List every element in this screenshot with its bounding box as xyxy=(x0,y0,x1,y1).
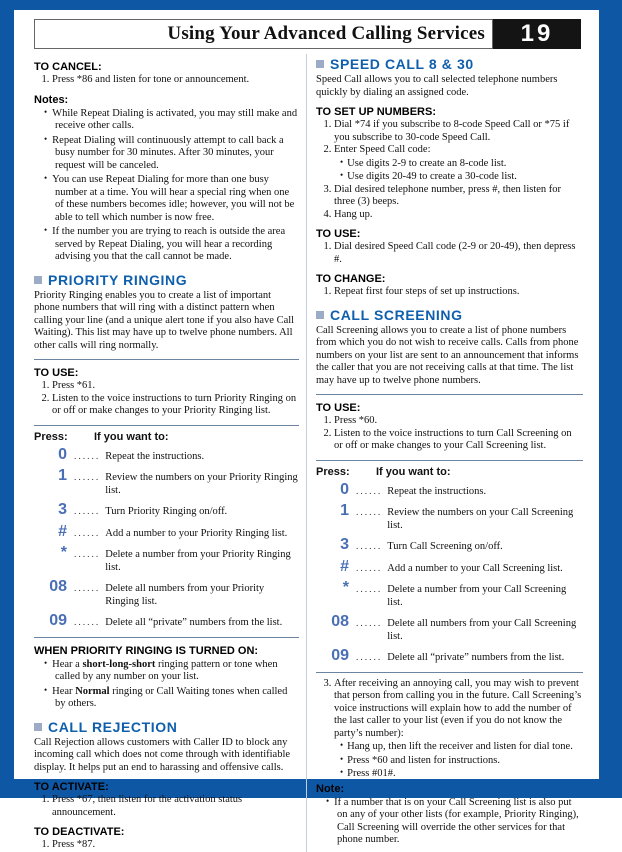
step: 1. Press *60. xyxy=(334,415,583,428)
key-08: 08 xyxy=(331,613,349,630)
section-bullet-icon xyxy=(316,311,324,319)
divider-rule xyxy=(316,672,583,673)
key-0: 0 xyxy=(340,480,349,498)
leader-dots: ...... xyxy=(74,584,101,594)
screening-to-use-steps xyxy=(320,415,583,453)
key-3: 3 xyxy=(340,536,349,553)
note-list xyxy=(326,796,583,847)
right-column xyxy=(307,54,583,852)
to-set-up-heading: TO SET UP NUMBERS: xyxy=(316,106,436,118)
section-bullet-icon xyxy=(34,723,42,731)
key-star: * xyxy=(60,544,67,561)
key-09: 09 xyxy=(331,647,349,664)
to-change-heading: TO CHANGE: xyxy=(316,273,386,285)
to-activate-heading: TO ACTIVATE: xyxy=(34,781,109,793)
leader-dots: ...... xyxy=(356,508,383,518)
step: 1. Repeat first four steps of set up instructions. xyxy=(334,286,583,299)
action-label: If you want to: xyxy=(94,430,169,443)
section-title: PRIORITY RINGING xyxy=(48,271,188,288)
page-header xyxy=(34,19,581,49)
leader-dots: ...... xyxy=(74,473,101,483)
press-label: Press: xyxy=(316,465,350,478)
divider-rule xyxy=(34,425,299,426)
speed-call-to-use-steps xyxy=(320,241,583,266)
call-screening-intro: Call Screening allows you to create a list of phone numbers from which you do not wish to receive calls. Calls from phone numbers on your list are sent to an announcement that informs the caller that you are not receiving calls at that time. The list may have up to twelve phone numbers. xyxy=(316,324,579,386)
divider-rule xyxy=(316,460,583,461)
speed-call-to-use-heading: TO USE: xyxy=(316,228,361,240)
press-row: 1 ...... Review the numbers on your Priority Ringing list. xyxy=(34,468,299,497)
leader-dots: ...... xyxy=(74,550,101,560)
sub-bullet: • Use digits 2-9 to create an 8-code list. xyxy=(340,157,583,171)
press-row: 09 ...... Delete all “private” numbers from the list. xyxy=(34,613,299,630)
speed-call-heading xyxy=(316,56,583,72)
when-on-list xyxy=(44,658,299,711)
note-item: • You can use Repeat Dialing for more than one busy number at a time. You will hear a special ring when one of these numbers becomes idle; however, you will not be able to tell which number is now free. xyxy=(44,173,299,224)
priority-ringing-intro: Priority Ringing enables you to create a list of important phone numbers that will ring with a distinct pattern when calling your line (and a unique alert tone if you also have Call Waiting). This list may have up to twelve phone numbers. All other calls will ring normally. xyxy=(34,289,295,351)
notes-list xyxy=(44,107,299,264)
speed-call-intro: Speed Call allows you to call selected telephone numbers quickly by dialing an assigned code. xyxy=(316,74,558,98)
step: 1. Dial *74 if you subscribe to 8-code Speed Call or *75 if you subscribe to 30-code Speed Call. xyxy=(334,119,583,144)
leader-dots: ...... xyxy=(356,542,383,552)
left-column xyxy=(34,54,306,852)
key-1: 1 xyxy=(58,467,67,484)
note-item: • Repeat Dialing will continuously attempt to call back a busy number for 30 minutes. After 30 minutes, your request will be canceled. xyxy=(44,134,299,173)
press-row: * ...... Delete a number from your Priority Ringing list. xyxy=(34,545,299,574)
page-number: 19 xyxy=(520,20,554,47)
section-bullet-icon xyxy=(34,276,42,284)
step: 3. After receiving an annoying call, you may wish to prevent that person from calling you in the future. Call Screening’s voice instructions will explain how to add the number of the last caller to your list (even if you do not know the party’s number): • Hang up, then lift the receiver and listen for dial tone. • Press *60 and listen for instructions. • Press #01#. xyxy=(334,678,583,781)
press-row: # ...... Add a number to your Call Screening list. xyxy=(316,559,583,576)
press-table-header xyxy=(316,466,583,478)
to-cancel-heading: TO CANCEL: xyxy=(34,61,102,73)
speed-call-code-options xyxy=(334,157,583,184)
to-use-heading: TO USE: xyxy=(34,367,79,379)
screening-to-use-heading: TO USE: xyxy=(316,402,361,414)
divider-rule xyxy=(316,394,583,395)
press-row: 3 ...... Turn Call Screening on/off. xyxy=(316,537,583,554)
key-0: 0 xyxy=(58,445,67,463)
step: 3. Dial desired telephone number, press #, then listen for three (3) beeps. xyxy=(334,184,583,209)
sub-bullet: • Use digits 20-49 to create a 30-code list. xyxy=(340,170,583,184)
sub-bullet: • Press *60 and listen for instructions. xyxy=(340,754,583,768)
press-row: 0 ...... Repeat the instructions. xyxy=(34,447,299,464)
when-on-item: • Hear a short-long-short ringing pattern or tone when called by any number on your list. xyxy=(44,658,299,684)
step: 2. Enter Speed Call code: • Use digits 2-9 to create an 8-code list. • Use digits 20-49 to create a 30-code list. xyxy=(334,144,583,184)
call-screening-heading xyxy=(316,307,583,323)
step: 1. Press *86 and listen for tone or announcement. xyxy=(52,74,299,87)
title-box xyxy=(34,19,493,49)
sub-bullet: • Hang up, then lift the receiver and listen for dial tone. xyxy=(340,740,583,754)
divider-rule xyxy=(34,637,299,638)
annoying-call-step xyxy=(320,678,583,781)
to-use-steps xyxy=(38,380,299,418)
to-cancel-steps xyxy=(38,74,299,87)
section-title: CALL SCREENING xyxy=(330,306,463,323)
press-row: 08 ...... Delete all numbers from your Priority Ringing list. xyxy=(34,579,299,608)
key-star: * xyxy=(342,579,349,596)
note-item: • While Repeat Dialing is activated, you may still make and receive other calls. xyxy=(44,107,299,133)
section-bullet-icon xyxy=(316,60,324,68)
action-label: If you want to: xyxy=(376,465,451,478)
page-title: Using Your Advanced Calling Services xyxy=(167,23,485,44)
step: 1. Press *61. xyxy=(52,380,299,393)
note-heading: Note: xyxy=(316,782,345,795)
to-set-up-steps xyxy=(320,119,583,221)
key-pound: # xyxy=(340,557,349,575)
to-change-steps xyxy=(320,286,583,299)
step: 2. Listen to the voice instructions to turn Call Screening on or off or make changes to your Call Screening list. xyxy=(334,428,583,453)
leader-dots: ...... xyxy=(356,653,383,663)
leader-dots: ...... xyxy=(74,528,101,539)
press-row: 08 ...... Delete all numbers from your Call Screening list. xyxy=(316,614,583,643)
press-row: 1 ...... Review the numbers on your Call Screening list. xyxy=(316,503,583,532)
press-row: 3 ...... Turn Priority Ringing on/off. xyxy=(34,502,299,519)
press-label: Press: xyxy=(34,430,68,443)
press-table-header xyxy=(34,431,299,443)
leader-dots: ...... xyxy=(356,619,383,629)
key-08: 08 xyxy=(49,578,67,595)
press-row: * ...... Delete a number from your Call Screening list. xyxy=(316,580,583,609)
call-rejection-intro: Call Rejection allows customers with Caller ID to block any incoming call which does not come through with identifiable display. It helps put an end to harassing and offensive calls. xyxy=(34,736,291,773)
to-deactivate-heading: TO DEACTIVATE: xyxy=(34,826,125,838)
press-row: 0 ...... Repeat the instructions. xyxy=(316,482,583,499)
key-09: 09 xyxy=(49,612,67,629)
leader-dots: ...... xyxy=(74,507,101,517)
leader-dots: ...... xyxy=(74,451,101,462)
key-1: 1 xyxy=(340,502,349,519)
leader-dots: ...... xyxy=(356,585,383,595)
page-sheet xyxy=(14,10,599,850)
section-title: SPEED CALL 8 & 30 xyxy=(330,56,474,72)
when-on-item: • Hear Normal ringing or Call Waiting tones when called by others. xyxy=(44,685,299,711)
step: 4. Hang up. xyxy=(334,209,583,222)
annoying-call-substeps xyxy=(334,740,583,781)
step: 1. Press *67, then listen for the activation status announcement. xyxy=(52,794,299,819)
call-rejection-heading xyxy=(34,719,299,735)
leader-dots: ...... xyxy=(356,486,383,497)
step: 1. Press *87. xyxy=(52,839,299,852)
to-deactivate-steps xyxy=(38,839,299,852)
press-row: # ...... Add a number to your Priority Ringing list. xyxy=(34,524,299,541)
note-item: • If the number you are trying to reach is outside the area served by Repeat Dialing, you will hear a recording advising you that the call cannot be made. xyxy=(44,225,299,264)
sub-bullet: • Press #01#. xyxy=(340,767,583,781)
press-row: 09 ...... Delete all “private” numbers from the list. xyxy=(316,648,583,665)
step: 1. Dial desired Speed Call code (2-9 or 20-49), then depress #. xyxy=(334,241,583,266)
section-title: CALL REJECTION xyxy=(48,718,178,735)
key-pound: # xyxy=(58,522,67,540)
divider-rule xyxy=(34,359,299,360)
step: 2. Listen to the voice instructions to turn Priority Ringing on or off or make changes to your Priority Ringing list. xyxy=(52,393,299,418)
notes-heading: Notes: xyxy=(34,93,69,106)
note-item: • If a number that is on your Call Screening list is also put on any of your other lists (for example, Priority Ringing), Call Screening will override the other services for that phone number. xyxy=(326,796,583,847)
page-number-badge xyxy=(493,19,581,49)
key-3: 3 xyxy=(58,501,67,518)
priority-ringing-heading xyxy=(34,272,299,288)
leader-dots: ...... xyxy=(356,563,383,574)
to-activate-steps xyxy=(38,794,299,819)
leader-dots: ...... xyxy=(74,618,101,628)
when-on-heading: WHEN PRIORITY RINGING IS TURNED ON: xyxy=(34,644,259,657)
two-column-layout xyxy=(34,54,583,852)
